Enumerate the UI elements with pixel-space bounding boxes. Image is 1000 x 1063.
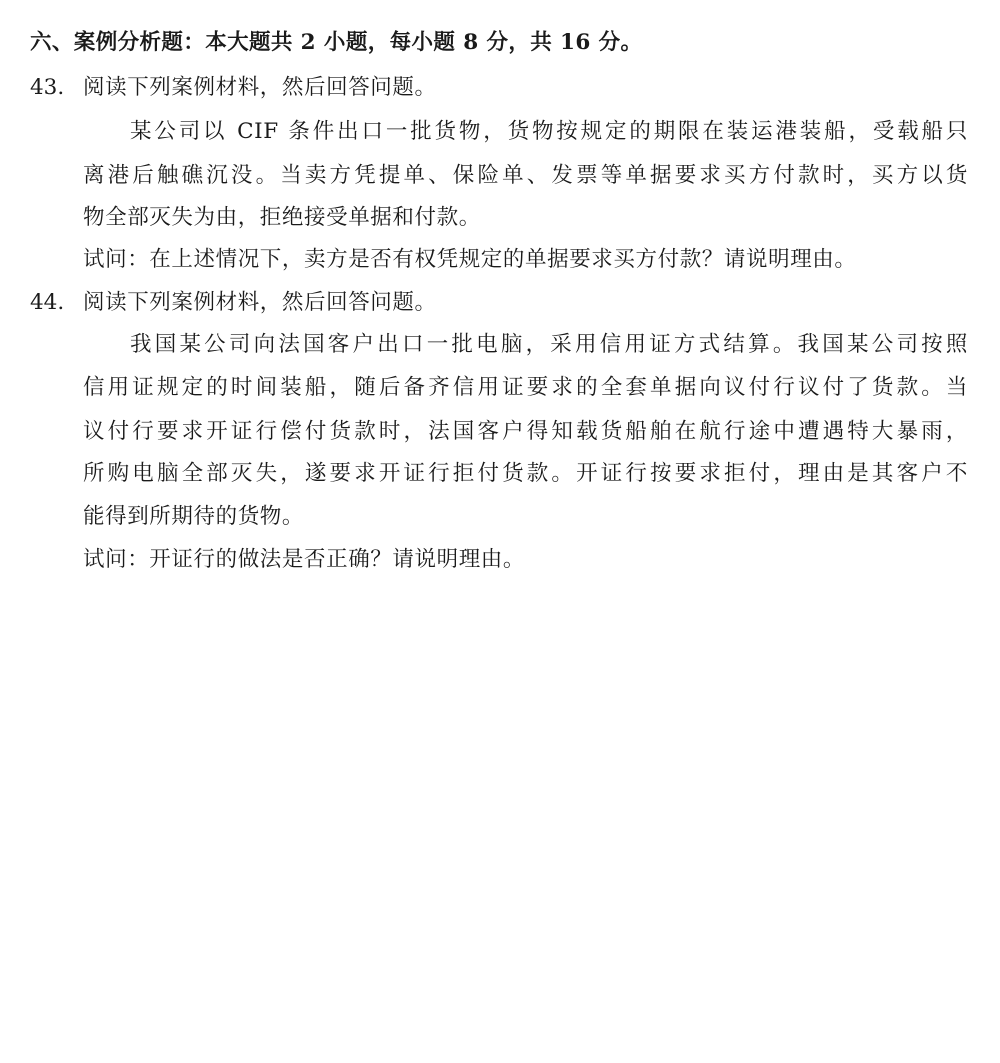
question-43-case-line: 某公司以 CIF 条件出口一批货物，货物按规定的期限在装运港装船，受载船只 xyxy=(130,119,968,144)
question-44-ask: 试问：开证行的做法是否正确？请说明理由。 xyxy=(83,547,526,572)
question-43-case-line: 物全部灭失为由，拒绝接受单据和付款。 xyxy=(83,205,481,230)
question-43-ask: 试问：在上述情况下，卖方是否有权凭规定的单据要求买方付款？请说明理由。 xyxy=(83,247,857,272)
question-44-case-line: 我国某公司向法国客户出口一批电脑，采用信用证方式结算。我国某公司按照 xyxy=(130,332,968,357)
question-44-number: 44. xyxy=(30,290,65,315)
question-43-intro: 阅读下列案例材料，然后回答问题。 xyxy=(83,75,437,100)
question-44-case-line: 议付行要求开证行偿付货款时，法国客户得知载货船舶在航行途中遭遇特大暴雨， xyxy=(83,419,968,444)
question-44-case-line: 能得到所期待的货物。 xyxy=(83,504,305,529)
question-43-number: 43. xyxy=(30,75,65,100)
question-43-case-line: 离港后触礁沉没。当卖方凭提单、保险单、发票等单据要求买方付款时，买方以货 xyxy=(83,163,968,188)
section-heading: 六、案例分析题：本大题共 2 小题，每小题 8 分，共 16 分。 xyxy=(30,30,643,55)
question-44-case-line: 所购电脑全部灭失，遂要求开证行拒付货款。开证行按要求拒付，理由是其客户不 xyxy=(83,461,968,486)
question-44-case-line: 信用证规定的时间装船，随后备齐信用证要求的全套单据向议付行议付了货款。当 xyxy=(83,375,968,400)
question-44-intro: 阅读下列案例材料，然后回答问题。 xyxy=(83,290,437,315)
